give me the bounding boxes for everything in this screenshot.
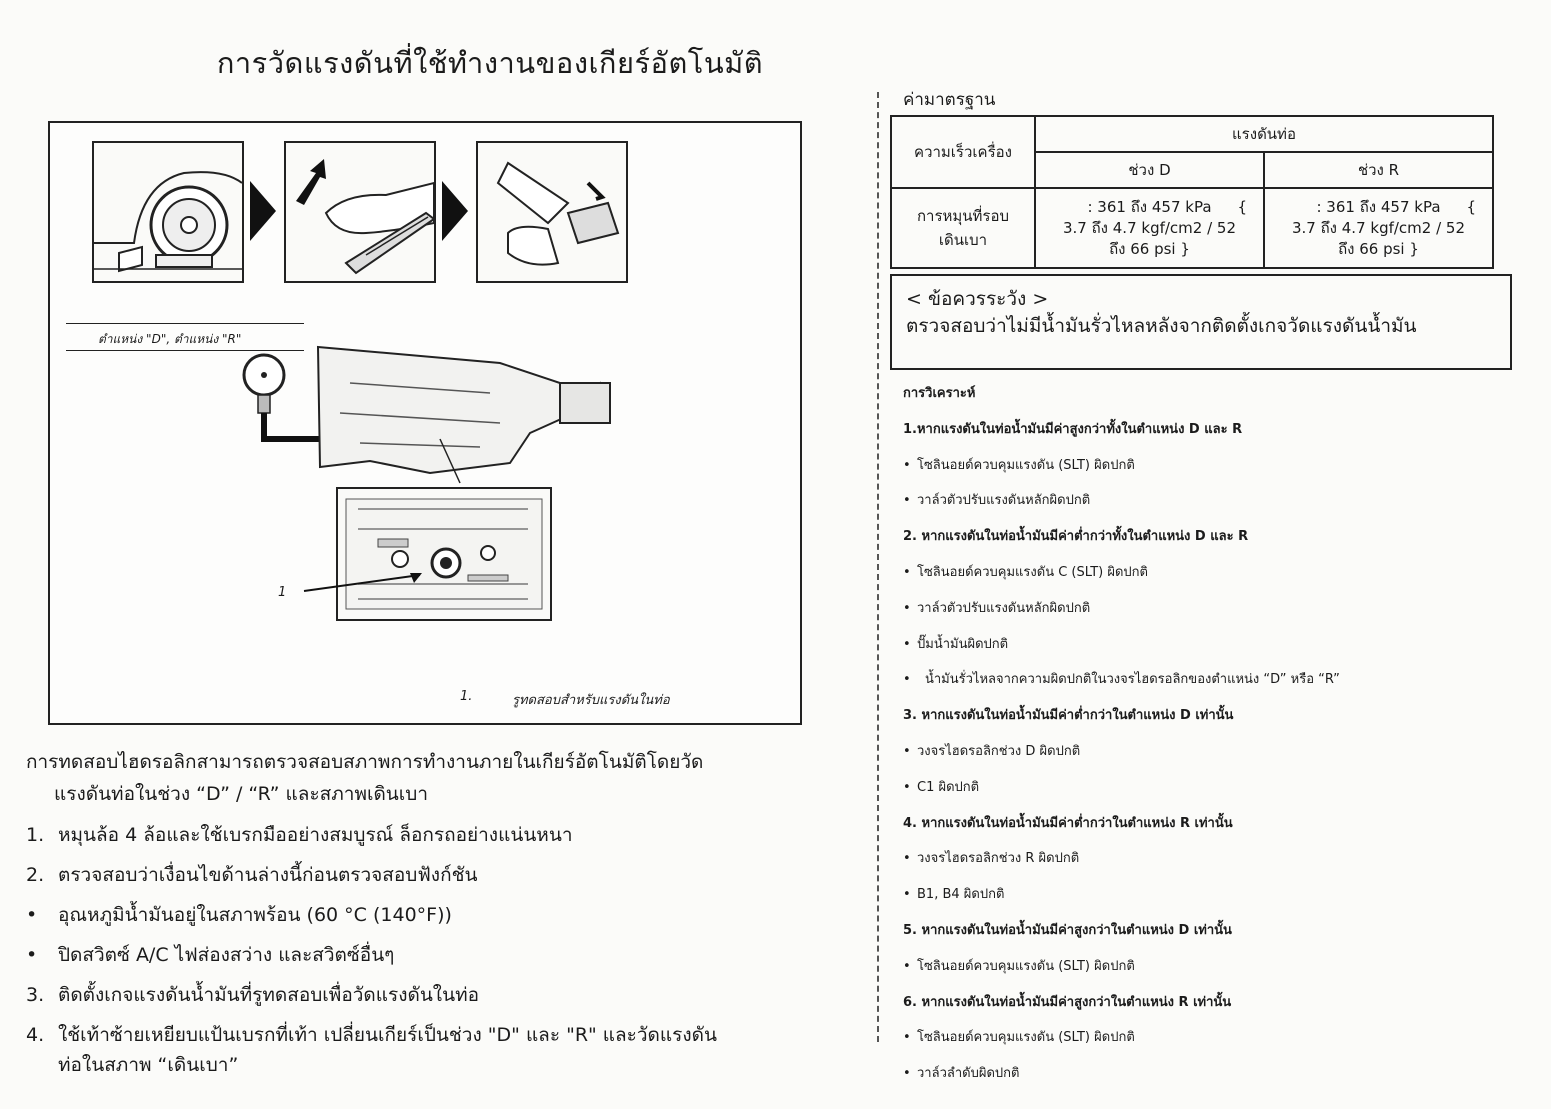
step-item: 2. ตรวจสอบว่าเงื่อนไขด้านล่างนี้ก่อนตรวจสอบฟังก์ชัน: [26, 864, 478, 886]
procedure-text: [26, 746, 816, 1080]
header-engine-speed: ความเร็วเครื่อง: [891, 116, 1035, 188]
caution-box: [890, 274, 1512, 370]
caution-text: ตรวจสอบว่าไม่มีน้ำมันรั่วไหลหลังจากติดตั้งเกจวัดแรงดันน้ำมัน: [906, 315, 1417, 337]
header-range-r: ช่วง R: [1264, 152, 1493, 188]
analysis-list: [903, 384, 1523, 1100]
step-item: 3. ติดตั้งเกจแรงดันน้ำมันที่รูทดสอบเพื่อวัดแรงดันในท่อ: [26, 984, 480, 1006]
brake-pedal-illustration: [476, 141, 628, 283]
condition-item: • ปิดสวิตซ์ A/C ไฟส่องสว่าง และสวิตซ์อื่นๆ: [26, 944, 395, 966]
callout-number: 1: [278, 585, 287, 600]
analysis-cause: • โซลินอยด์ควบคุมแรงดัน C (SLT) ผิดปกติ: [903, 564, 1148, 580]
wheel-chock-illustration: [92, 141, 244, 283]
step-item: 1. หมุนล้อ 4 ล้อและใช้เบรกมืออย่างสมบูรณ์ ล็อกรถอย่างแน่นหนา: [26, 824, 573, 846]
parking-brake-illustration: [284, 141, 436, 283]
analysis-cause: • วงจรไฮดรอลิกช่วง R ผิดปกติ: [903, 851, 1080, 867]
analysis-cause: • วงจรไฮดรอลิกช่วง D ผิดปกติ: [903, 743, 1081, 759]
analysis-cause: • C1 ผิดปกติ: [903, 779, 980, 795]
analysis-cause: • น้ำมันรั่วไหลจากความผิดปกติในวงจรไฮดรอลิกของตำแหน่ง “D” หรือ “R”: [903, 672, 1340, 688]
figure-caption: รูทดสอบสำหรับแรงดันในท่อ: [512, 693, 670, 708]
analysis-condition: 6. หากแรงดันในท่อน้ำมันมีค่าสูงกว่าในตำแหน่ง R เท่านั้น: [903, 994, 1232, 1010]
arrow-icon: [442, 181, 468, 241]
column-divider: [877, 92, 879, 1042]
cell-range-d-value: : 361 ถึง 457 kPa { 3.7 ถึง 4.7 kgf/cm2 / 52 ถึง 66 psi }: [1035, 188, 1264, 268]
transmission-gauge-illustration: [230, 343, 630, 493]
caution-heading: < ข้อควรระวัง >: [906, 288, 1049, 310]
valve-body-illustration: [336, 487, 552, 621]
intro-paragraph: การทดสอบไฮดรอลิกสามารถตรวจสอบสภาพการทำงานภายในเกียร์อัตโนมัติโดยวัด แรงดันท่อในช่วง “D” / “R” และสภาพเดินเบา: [26, 751, 704, 805]
analysis-condition: 1.หากแรงดันในท่อน้ำมันมีค่าสูงกว่าทั้งในตำแหน่ง D และ R: [903, 421, 1243, 437]
step-item: 4. ใช้เท้าซ้ายเหยียบแป้นเบรกที่เท้า เปลี่ยนเกียร์เป็นช่วง "D" และ "R" และวัดแรงดัน ท่อในสภาพ “เดินเบา”: [26, 1024, 717, 1076]
analysis-condition: 4. หากแรงดันในท่อน้ำมันมีค่าต่ำกว่าในตำแหน่ง R เท่านั้น: [903, 815, 1233, 831]
analysis-condition: 2. หากแรงดันในท่อน้ำมันมีค่าต่ำกว่าทั้งในตำแหน่ง D และ R: [903, 529, 1249, 545]
cell-range-r-value: : 361 ถึง 457 kPa { 3.7 ถึง 4.7 kgf/cm2 / 52 ถึง 66 psi }: [1264, 188, 1493, 268]
analysis-cause: • โซลินอยด์ควบคุมแรงดัน (SLT) ผิดปกติ: [903, 1030, 1135, 1046]
analysis-cause: • ปั๊มน้ำมันผิดปกติ: [903, 636, 1009, 652]
row-idle-label: การหมุนที่รอบ เดินเบา: [891, 188, 1035, 268]
condition-item: • อุณหภูมิน้ำมันอยู่ในสภาพร้อน (60 °C (140°F)): [26, 904, 452, 926]
standard-value-table: [890, 115, 1494, 269]
page-title: การวัดแรงดันที่ใช้ทำงานของเกียร์อัตโนมัติ: [216, 46, 764, 80]
analysis-cause: • วาล์วตัวปรับแรงดันหลักผิดปกติ: [903, 493, 1091, 509]
header-range-d: ช่วง D: [1035, 152, 1264, 188]
analysis-cause: • โซลินอยด์ควบคุมแรงดัน (SLT) ผิดปกติ: [903, 958, 1135, 974]
analysis-cause: • โซลินอยด์ควบคุมแรงดัน (SLT) ผิดปกติ: [903, 457, 1135, 473]
arrow-icon: [250, 181, 276, 241]
caption-number: 1.: [460, 689, 473, 704]
analysis-cause: • วาล์วลำดับผิดปกติ: [903, 1066, 1020, 1082]
analysis-cause: • วาล์วตัวปรับแรงดันหลักผิดปกติ: [903, 600, 1091, 616]
procedure-figure: [48, 121, 802, 725]
analysis-heading: การวิเคราะห์: [903, 386, 976, 401]
analysis-condition: 5. หากแรงดันในท่อน้ำมันมีค่าสูงกว่าในตำแหน่ง D เท่านั้น: [903, 922, 1232, 938]
analysis-condition: 3. หากแรงดันในท่อน้ำมันมีค่าต่ำกว่าในตำแหน่ง D เท่านั้น: [903, 708, 1234, 724]
position-label: ตำแหน่ง "D", ตำแหน่ง "R": [98, 332, 242, 346]
header-line-pressure: แรงดันท่อ: [1035, 116, 1493, 152]
analysis-cause: • B1, B4 ผิดปกติ: [903, 887, 1005, 903]
standard-label: ค่ามาตรฐาน: [903, 90, 996, 110]
